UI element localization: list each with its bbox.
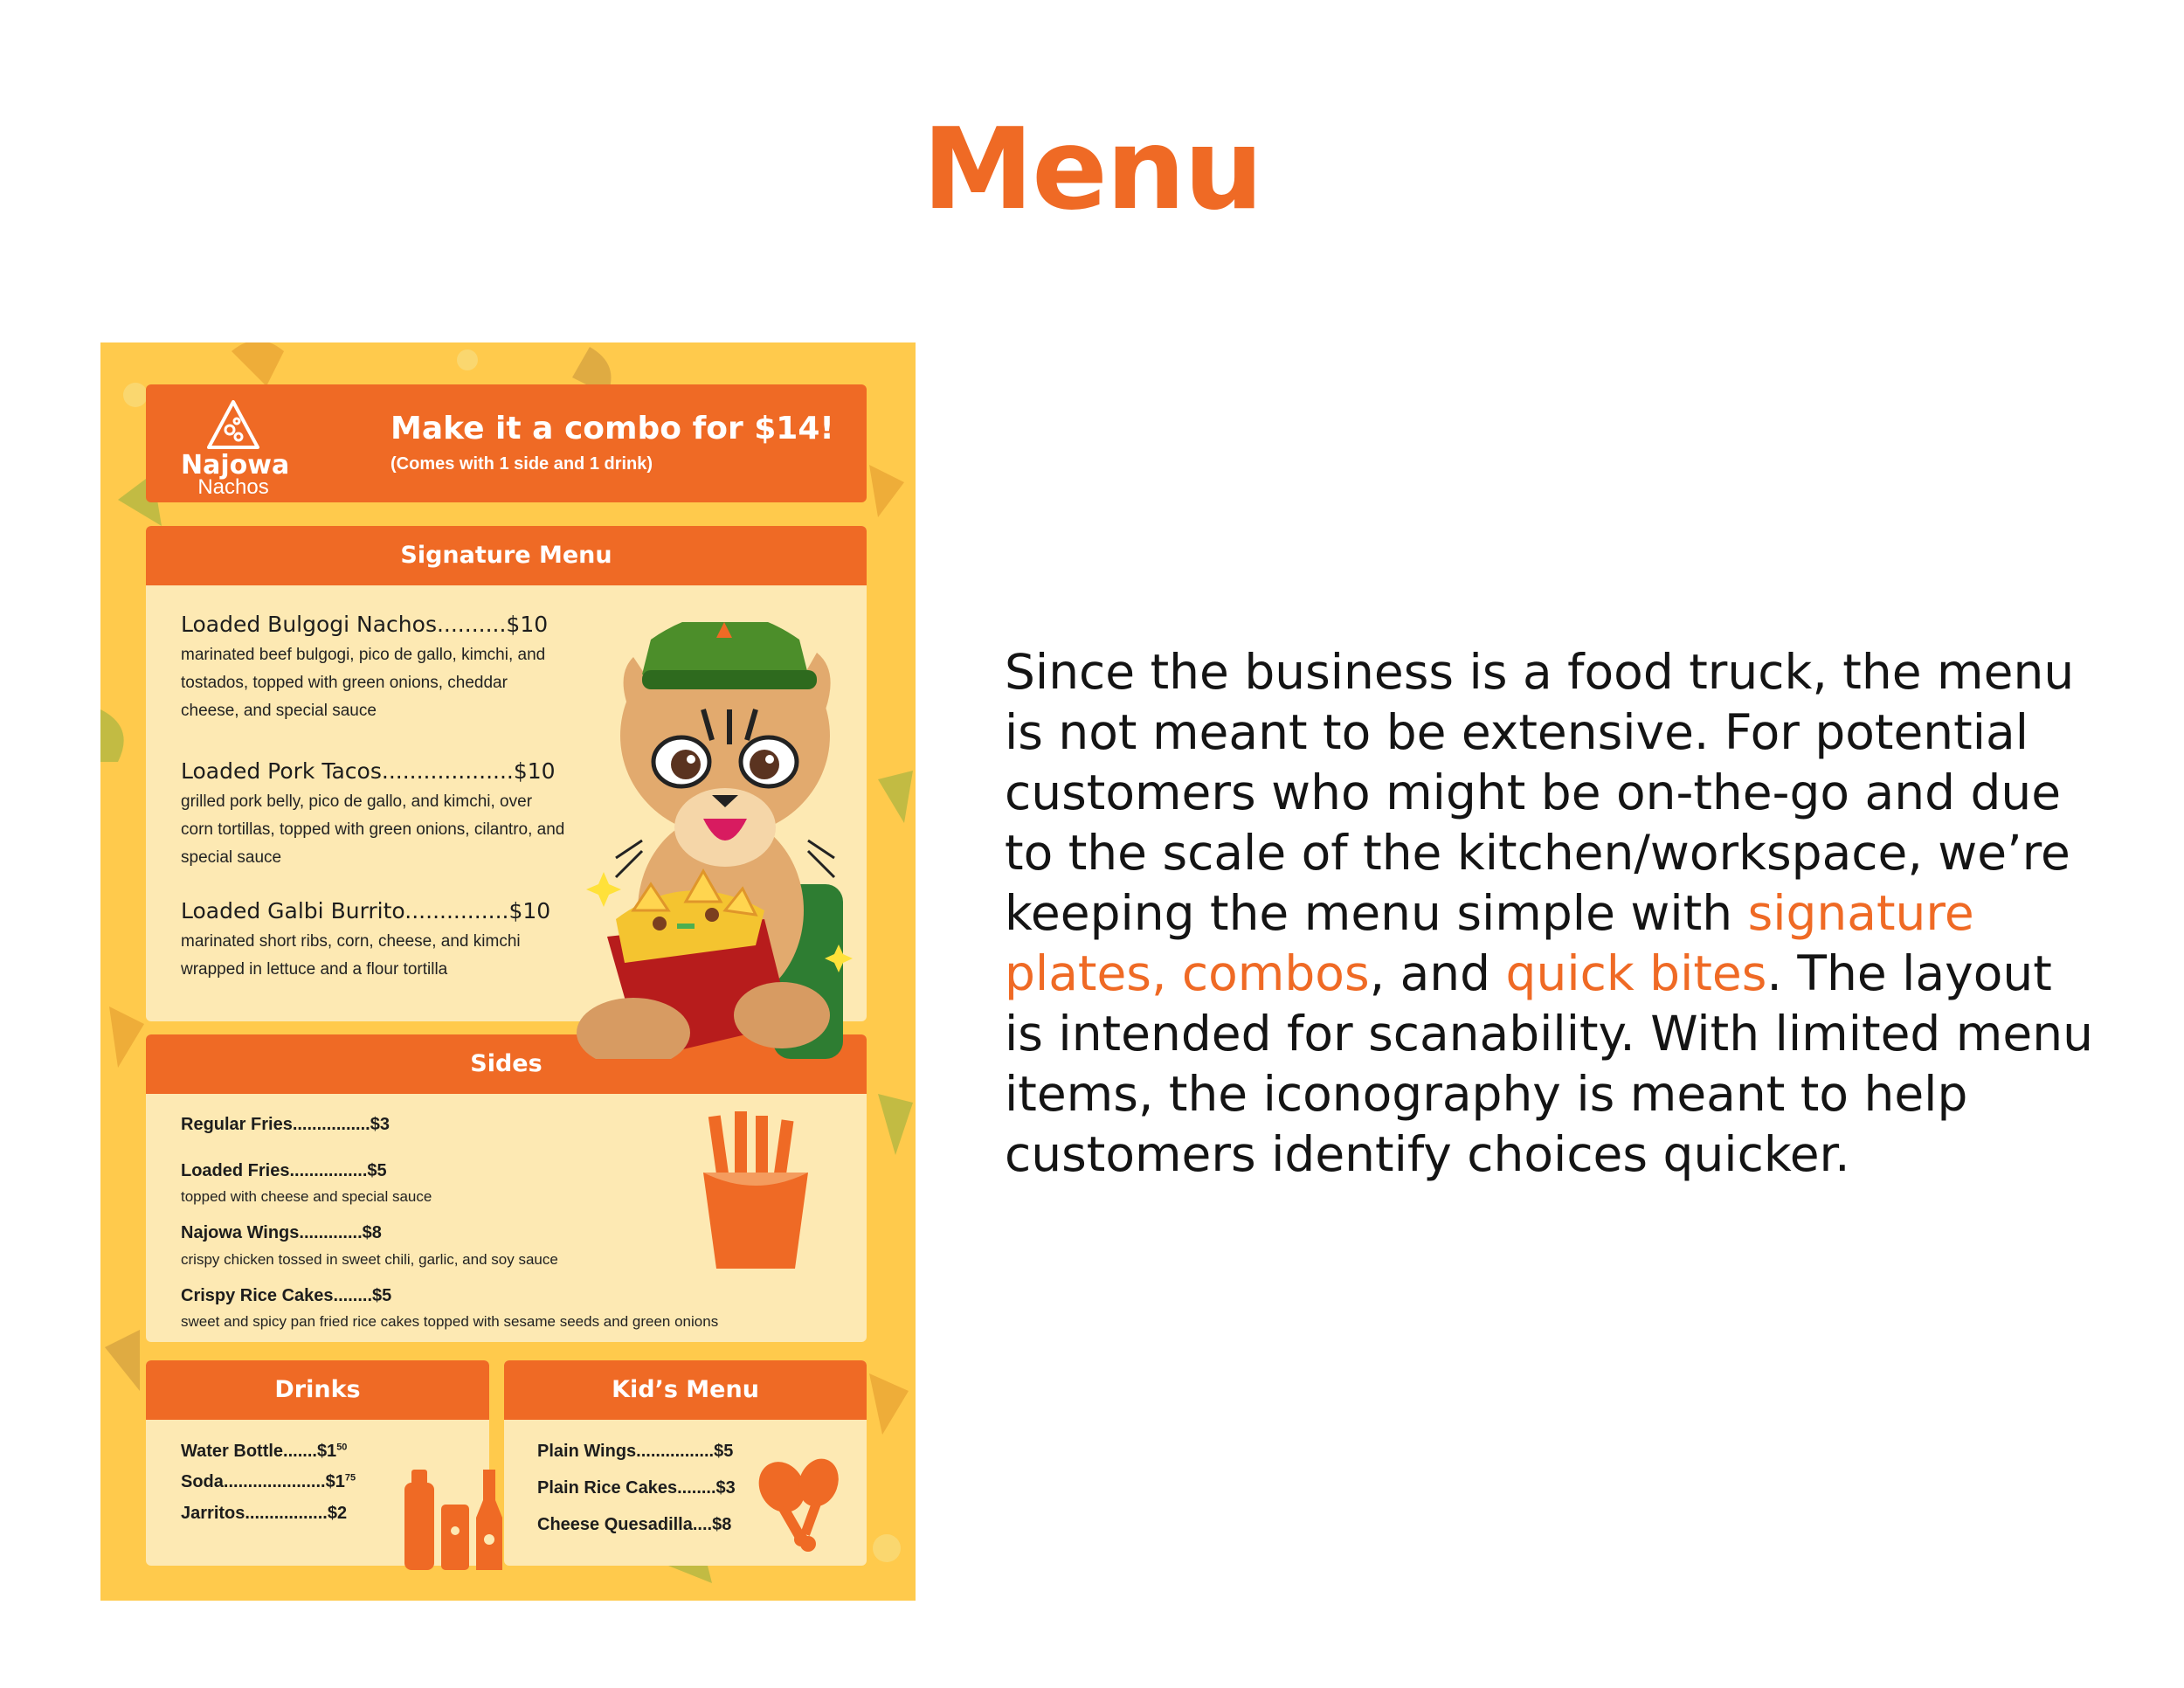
description-highlight: signature plates, combos	[1005, 885, 1974, 1001]
signature-menu-heading: Signature Menu	[146, 526, 867, 585]
drinks-heading: Drinks	[146, 1360, 489, 1420]
fries-icon	[695, 1111, 817, 1269]
signature-item-desc: grilled pork belly, pico de gallo, and kimchi, over corn tortillas, topped with green onions, cilantro, and special sauce	[181, 792, 565, 867]
mascot-illustration	[572, 622, 869, 1059]
description-highlight: quick bites	[1505, 945, 1767, 1001]
side-item-desc: sweet and spicy pan fried rice cakes topped with sesame seeds and green onions	[181, 1313, 719, 1330]
signature-item-desc: marinated beef bulgogi, pico de gallo, kimchi, and tostados, topped with green onions, cheddar cheese, and special sauce	[181, 646, 546, 720]
kids-item: Cheese Quesadilla....$8	[537, 1515, 732, 1534]
kids-menu-heading: Kid’s Menu	[504, 1360, 867, 1420]
signature-item-title: Loaded Galbi Burrito...............$10	[181, 898, 551, 924]
drumsticks-icon	[756, 1456, 843, 1561]
description-text: , and	[1369, 945, 1506, 1001]
drink-item-cents: 50	[336, 1442, 348, 1453]
side-item-title: Regular Fries................$3	[181, 1115, 390, 1134]
drink-item-name: Jarritos.................$2	[181, 1504, 348, 1523]
drink-item	[181, 1472, 356, 1492]
signature-item-title: Loaded Pork Tacos...................$10	[181, 758, 556, 784]
logo-nachos-icon	[205, 398, 261, 453]
signature-item-title: Loaded Bulgogi Nachos..........$10	[181, 612, 549, 637]
side-item-title: Loaded Fries................$5	[181, 1161, 387, 1180]
drink-item	[181, 1504, 347, 1524]
kids-item: Plain Rice Cakes........$3	[537, 1478, 736, 1498]
combo-header	[146, 384, 867, 502]
kids-item: Plain Wings................$5	[537, 1442, 734, 1461]
drink-item-name: Water Bottle.......$1	[181, 1442, 337, 1461]
description-text: Since the business is a food truck, the menu is not meant to be extensive. For potential customers who might be on-the-go and due to the scale of the kitchen/workspace, we’re keeping the menu simple with	[1005, 644, 2075, 941]
brand-subtitle: Nachos	[197, 475, 269, 499]
side-item-title: Najowa Wings.............$8	[181, 1223, 382, 1242]
drink-item-cents: 75	[344, 1472, 356, 1484]
side-item-desc: crispy chicken tossed in sweet chili, garlic, and soy sauce	[181, 1251, 558, 1268]
menu-poster	[100, 342, 916, 1601]
side-item-title: Crispy Rice Cakes........$5	[181, 1286, 392, 1305]
sides-heading: Sides	[146, 1034, 867, 1094]
page-title: Menu	[922, 105, 1262, 235]
description-text: . The layout is intended for scanability. With limited menu items, the iconography is meant to help customers identify choices quicker.	[1005, 945, 2093, 1182]
signature-item-desc: marinated short ribs, corn, cheese, and kimchi wrapped in lettuce and a flour tortilla	[181, 932, 521, 979]
drink-item-name: Soda.....................$1	[181, 1472, 345, 1491]
brand-name: Najowa	[181, 450, 290, 481]
side-item-desc: topped with cheese and special sauce	[181, 1188, 432, 1205]
combo-title: Make it a combo for $14!	[390, 411, 834, 446]
menu-description	[1005, 642, 2097, 1185]
combo-subtitle: (Comes with 1 side and 1 drink)	[390, 454, 653, 474]
drink-item	[181, 1442, 347, 1462]
bottles-icon	[397, 1465, 507, 1570]
